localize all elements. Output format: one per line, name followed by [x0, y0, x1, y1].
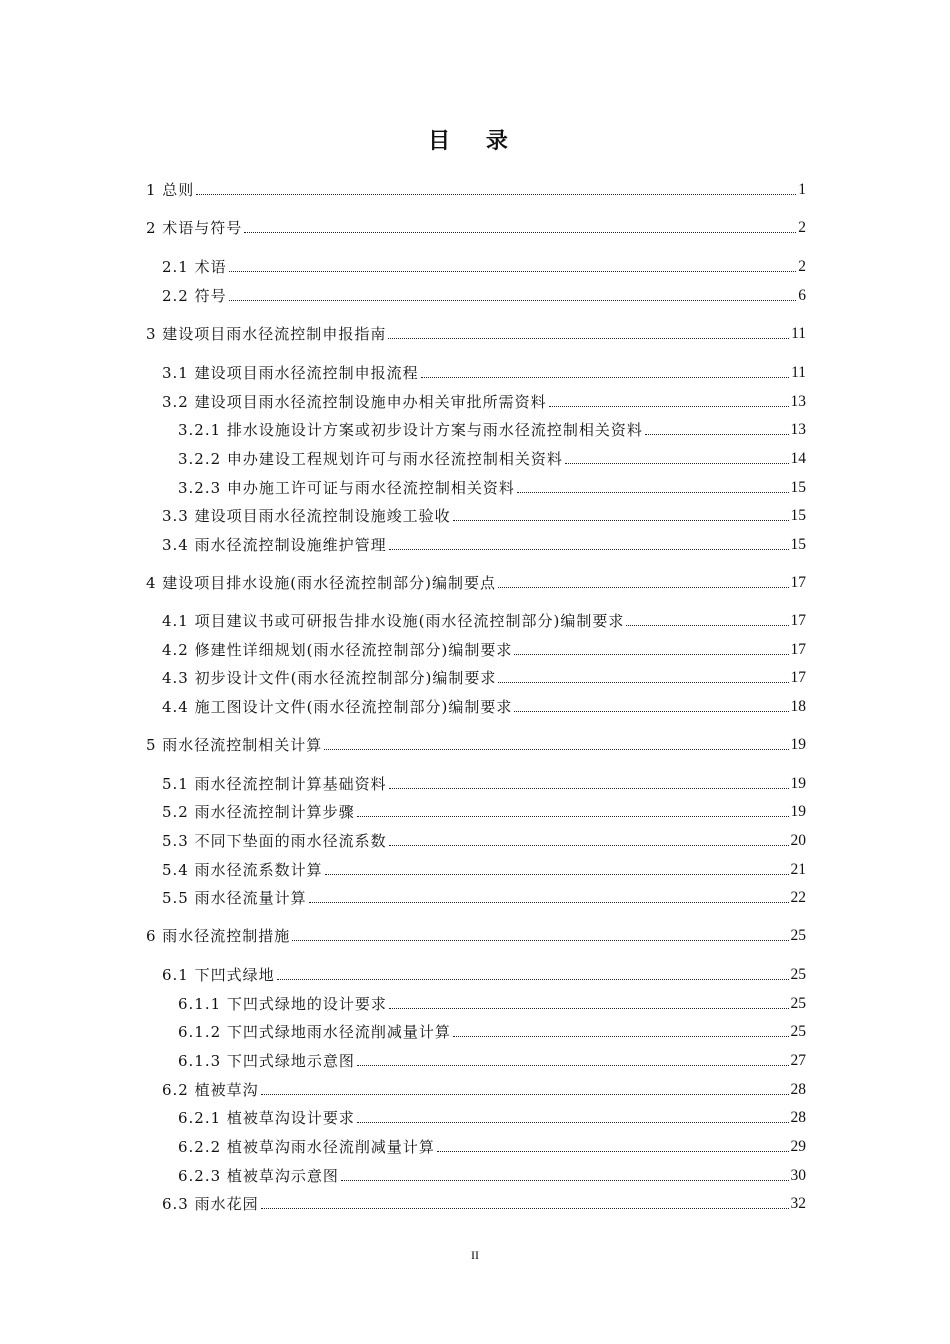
toc-entry-text: 6.1.2 下凹式绿地雨水径流削减量计算 — [178, 1023, 451, 1041]
toc-leader-dots — [514, 711, 788, 712]
toc-page-number: 25 — [790, 966, 806, 983]
toc-leader-dots — [514, 654, 788, 655]
toc-leader-dots — [498, 587, 788, 588]
toc-entry-text: 4.2 修建性详细规划(雨水径流控制部分)编制要求 — [162, 641, 513, 659]
toc-leader-dots — [389, 1008, 789, 1009]
toc-page-number: 32 — [790, 1195, 806, 1212]
toc-leader-dots — [389, 845, 789, 846]
toc-leader-dots — [196, 194, 796, 195]
toc-entry-text: 3.2.1 排水设施设计方案或初步设计方案与雨水径流控制相关资料 — [178, 421, 643, 439]
toc-entry-text: 4.1 项目建议书或可研报告排水设施(雨水径流控制部分)编制要求 — [162, 612, 625, 630]
toc-leader-dots — [645, 434, 789, 435]
toc-entry-text: 5 雨水径流控制相关计算 — [146, 736, 323, 754]
toc-entry[interactable] — [178, 478, 806, 498]
toc-entry-text: 5.2 雨水径流控制计算步骤 — [162, 803, 355, 821]
toc-entry-text: 6.3 雨水花园 — [162, 1195, 259, 1213]
toc-leader-dots — [292, 940, 788, 941]
toc-entry[interactable] — [178, 1051, 806, 1071]
toc-entry[interactable] — [162, 257, 806, 277]
toc-page-number: 17 — [790, 669, 806, 686]
toc-page-number: 21 — [790, 861, 806, 878]
toc-entry[interactable] — [162, 697, 806, 717]
toc-entry[interactable] — [162, 802, 806, 822]
toc-leader-dots — [324, 749, 788, 750]
toc-page-number: 30 — [790, 1167, 806, 1184]
toc-page-number: 17 — [790, 641, 806, 658]
toc-entry[interactable] — [178, 1166, 806, 1186]
toc-entry-text: 5.3 不同下垫面的雨水径流系数 — [162, 832, 387, 850]
toc-entry[interactable] — [146, 573, 806, 593]
toc-leader-dots — [389, 788, 789, 789]
toc-entry-text: 5.4 雨水径流系数计算 — [162, 861, 323, 879]
toc-page-number: 17 — [790, 612, 806, 629]
toc-page-number: 13 — [790, 421, 806, 438]
toc-entry[interactable] — [146, 218, 806, 238]
toc-leader-dots — [437, 1151, 789, 1152]
page-title: 目 录 — [428, 128, 522, 154]
toc-entry[interactable] — [162, 535, 806, 555]
toc-entry-text: 6.2.3 植被草沟示意图 — [178, 1167, 339, 1185]
toc-page-number: 28 — [790, 1109, 806, 1126]
toc-page-number: 22 — [790, 889, 806, 906]
toc-leader-dots — [261, 1094, 789, 1095]
toc-page-number: 11 — [791, 364, 806, 381]
toc-leader-dots — [626, 625, 788, 626]
toc-leader-dots — [341, 1180, 789, 1181]
toc-entry-text: 6.1 下凹式绿地 — [162, 966, 275, 984]
toc-page-number: 2 — [798, 258, 806, 275]
toc-leader-dots — [229, 271, 797, 272]
toc-entry[interactable] — [162, 1080, 806, 1100]
toc-entry-text: 3.2.2 申办建设工程规划许可与雨水径流控制相关资料 — [178, 450, 563, 468]
toc-leader-dots — [517, 492, 789, 493]
toc-entry[interactable] — [178, 449, 806, 469]
toc-leader-dots — [498, 682, 788, 683]
toc-page-number: 28 — [790, 1081, 806, 1098]
toc-entry[interactable] — [146, 324, 806, 344]
toc-entry[interactable] — [178, 994, 806, 1014]
toc-entry-text: 3.2 建设项目雨水径流控制设施申办相关审批所需资料 — [162, 393, 547, 411]
toc-entry-text: 5.5 雨水径流量计算 — [162, 889, 307, 907]
toc-entry[interactable] — [162, 392, 806, 412]
toc-entry[interactable] — [178, 1022, 806, 1042]
toc-leader-dots — [388, 338, 789, 339]
toc-entry-text: 4 建设项目排水设施(雨水径流控制部分)编制要点 — [146, 574, 497, 592]
toc-entry-text: 1 总则 — [146, 181, 195, 199]
toc-entry-text: 2 术语与符号 — [146, 219, 243, 237]
toc-page-number: 15 — [790, 479, 806, 496]
toc-page-number: 25 — [790, 995, 806, 1012]
toc-entry-text: 6 雨水径流控制措施 — [146, 927, 291, 945]
toc-leader-dots — [565, 463, 789, 464]
toc-leader-dots — [277, 979, 789, 980]
toc-leader-dots — [453, 520, 789, 521]
toc-page-number: 2 — [798, 219, 806, 236]
page-number-footer: II — [471, 1248, 479, 1262]
toc-entry[interactable] — [162, 831, 806, 851]
toc-entry-text: 2.2 符号 — [162, 287, 227, 305]
toc-page-number: 27 — [790, 1052, 806, 1069]
toc-entry[interactable] — [162, 363, 806, 383]
toc-entry-text: 4.4 施工图设计文件(雨水径流控制部分)编制要求 — [162, 698, 513, 716]
toc-entry[interactable] — [162, 640, 806, 660]
toc-entry[interactable] — [162, 888, 806, 908]
toc-page-number: 19 — [790, 803, 806, 820]
toc-page-number: 18 — [790, 698, 806, 715]
toc-entry-text: 5.1 雨水径流控制计算基础资料 — [162, 775, 387, 793]
toc-leader-dots — [261, 1208, 789, 1209]
toc-page-number: 19 — [790, 736, 806, 753]
toc-entry[interactable] — [178, 1108, 806, 1128]
toc-entry[interactable] — [162, 611, 806, 631]
toc-leader-dots — [229, 300, 797, 301]
toc-page-number: 11 — [791, 325, 806, 342]
toc-entry[interactable] — [162, 965, 806, 985]
toc-entry-text: 6.2.2 植被草沟雨水径流削减量计算 — [178, 1138, 435, 1156]
toc-page-number: 19 — [790, 775, 806, 792]
toc-page-number: 20 — [790, 832, 806, 849]
toc-leader-dots — [549, 406, 789, 407]
toc-entry-text: 3.1 建设项目雨水径流控制申报流程 — [162, 364, 419, 382]
toc-entry[interactable] — [178, 420, 806, 440]
toc-page-number: 6 — [798, 287, 806, 304]
toc-leader-dots — [421, 377, 789, 378]
toc-entry[interactable] — [178, 1137, 806, 1157]
toc-entry-text: 6.2 植被草沟 — [162, 1081, 259, 1099]
toc-page-number: 14 — [790, 450, 806, 467]
toc-entry[interactable] — [146, 926, 806, 946]
toc-leader-dots — [309, 902, 789, 903]
toc-entry-text: 3.2.3 申办施工许可证与雨水径流控制相关资料 — [178, 479, 515, 497]
toc-entry[interactable] — [146, 180, 806, 200]
toc-entry-text: 2.1 术语 — [162, 258, 227, 276]
toc-leader-dots — [244, 232, 796, 233]
toc-entry-text: 6.2.1 植被草沟设计要求 — [178, 1109, 355, 1127]
toc-leader-dots — [357, 1065, 789, 1066]
toc-leader-dots — [357, 1122, 789, 1123]
toc-page-number: 25 — [790, 927, 806, 944]
toc-page-number: 17 — [790, 574, 806, 591]
toc-page-number: 29 — [790, 1138, 806, 1155]
toc-entry-text: 6.1.1 下凹式绿地的设计要求 — [178, 995, 387, 1013]
toc-leader-dots — [453, 1036, 789, 1037]
toc-page-number: 15 — [790, 507, 806, 524]
toc-leader-dots — [357, 816, 789, 817]
toc-entry-text: 3 建设项目雨水径流控制申报指南 — [146, 325, 387, 343]
toc-entry-text: 3.4 雨水径流控制设施维护管理 — [162, 536, 387, 554]
toc-entry-text: 3.3 建设项目雨水径流控制设施竣工验收 — [162, 507, 451, 525]
toc-entry[interactable] — [162, 668, 806, 688]
toc-leader-dots — [325, 874, 789, 875]
toc-entry-text: 4.3 初步设计文件(雨水径流控制部分)编制要求 — [162, 669, 497, 687]
toc-page-number: 15 — [790, 536, 806, 553]
toc-entry-text: 6.1.3 下凹式绿地示意图 — [178, 1052, 355, 1070]
toc-entry[interactable] — [162, 774, 806, 794]
toc-page-number: 25 — [790, 1023, 806, 1040]
toc-entry[interactable] — [162, 506, 806, 526]
toc-leader-dots — [389, 549, 789, 550]
toc-entry[interactable] — [162, 1194, 806, 1214]
toc-entry[interactable] — [162, 860, 806, 880]
toc-page-number: 13 — [790, 393, 806, 410]
toc-entry[interactable] — [146, 735, 806, 755]
toc-entry[interactable] — [162, 286, 806, 306]
toc-page-number: 1 — [798, 181, 806, 198]
